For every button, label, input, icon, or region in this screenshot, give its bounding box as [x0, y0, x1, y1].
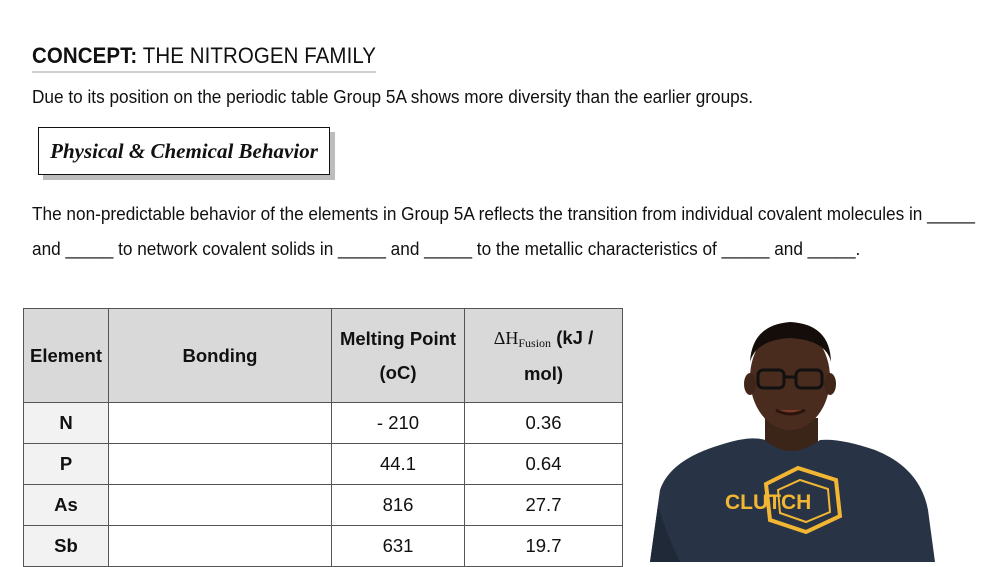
cell-element: P	[24, 444, 109, 485]
header-fusion	[465, 309, 623, 403]
element-table	[23, 308, 623, 567]
header-fusion-symbol: ΔH	[493, 327, 519, 348]
table-row	[24, 403, 623, 444]
cell-fusion: 19.7	[465, 526, 623, 567]
cell-bonding	[109, 444, 332, 485]
header-element: Element	[24, 309, 109, 403]
page-title	[32, 43, 376, 73]
cell-bonding	[109, 526, 332, 567]
table-row	[24, 526, 623, 567]
presenter-video	[630, 300, 960, 562]
header-melting-point	[332, 309, 465, 403]
cell-element: N	[24, 403, 109, 444]
section-box	[38, 127, 330, 175]
title-main: THE NITROGEN FAMILY	[142, 43, 377, 68]
header-fusion-unit-a: (kJ /	[556, 326, 594, 348]
intro-text: Due to its position on the periodic table Group 5A shows more diversity than the earlier groups.	[32, 86, 754, 107]
cell-melting-point: 631	[332, 526, 465, 567]
cell-melting-point: - 210	[332, 403, 465, 444]
cell-melting-point: 44.1	[332, 444, 465, 485]
cell-bonding	[109, 485, 332, 526]
section-box-label: Physical & Chemical Behavior	[50, 138, 318, 163]
cell-fusion: 0.36	[465, 403, 623, 444]
table-header-row	[24, 309, 623, 403]
table-row	[24, 485, 623, 526]
header-melting-line2: (oC)	[379, 361, 417, 383]
paragraph-line-1: The non-predictable behavior of the elements in Group 5A reflects the transition from individual covalent molecules in _____	[32, 203, 975, 224]
cell-fusion: 27.7	[465, 485, 623, 526]
cell-element: As	[24, 485, 109, 526]
cell-melting-point: 816	[332, 485, 465, 526]
cell-fusion: 0.64	[465, 444, 623, 485]
cell-element: Sb	[24, 526, 109, 567]
shirt-logo-text: CLUTCH	[725, 491, 812, 514]
cell-bonding	[109, 403, 332, 444]
header-fusion-unit-b: mol)	[523, 362, 564, 384]
title-prefix: CONCEPT:	[32, 43, 138, 68]
header-melting-line1: Melting Point	[339, 327, 457, 349]
header-fusion-sub: Fusion	[518, 335, 552, 350]
table-row	[24, 444, 623, 485]
header-bonding: Bonding	[109, 309, 332, 403]
paragraph-line-2: and _____ to network covalent solids in _____ and _____ to the metallic characteristics of _____ and _____.	[32, 238, 861, 259]
